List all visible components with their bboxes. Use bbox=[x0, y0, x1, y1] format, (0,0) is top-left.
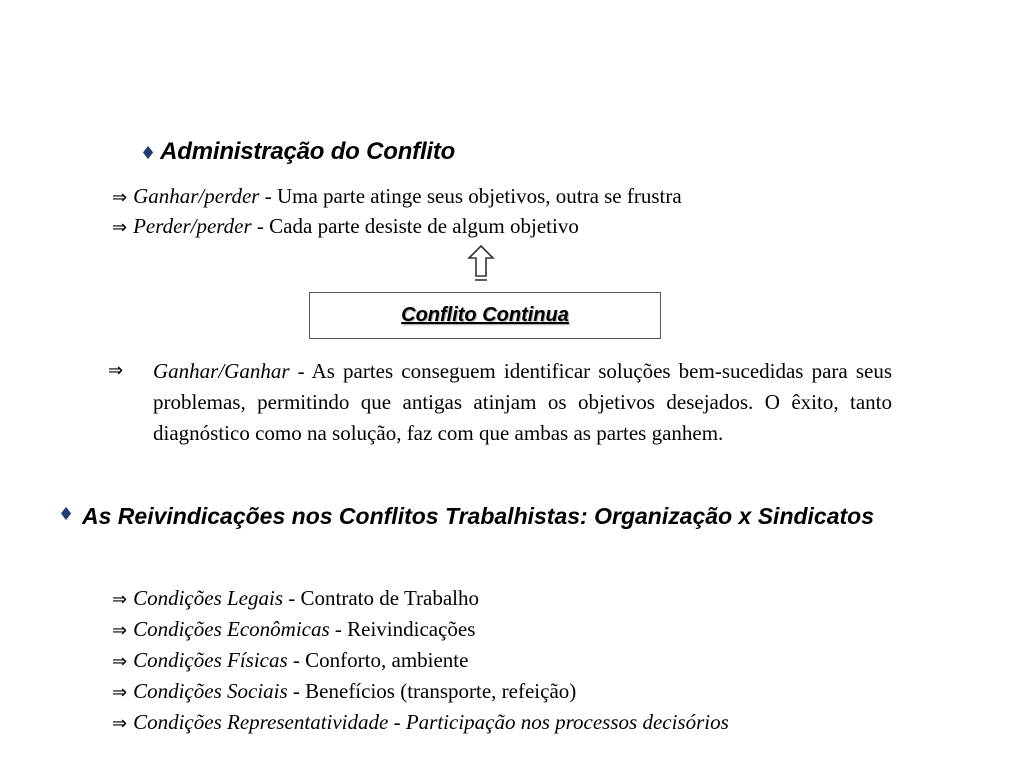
list-item bbox=[112, 214, 579, 239]
item-term: Ganhar/perder bbox=[133, 184, 260, 208]
item-description: - As partes conseguem identificar soluções bem-sucedidas para seus problemas, permitindo que antigas atinjam os objetivos desejados. O êxito, tanto diagnóstico como na solução, faz com que ambas as partes ganhem. bbox=[153, 359, 892, 445]
up-arrow-icon bbox=[466, 244, 496, 284]
diamond-bullet-icon: ♦ bbox=[58, 504, 75, 525]
section2-heading bbox=[58, 497, 894, 535]
item-description: - Reivindicações bbox=[329, 617, 476, 641]
implies-arrow-icon: ⇒ bbox=[112, 682, 128, 703]
list-item bbox=[112, 586, 729, 617]
win-win-paragraph bbox=[153, 356, 892, 449]
list-item bbox=[112, 679, 729, 710]
list-item bbox=[112, 617, 729, 648]
implies-arrow-icon: ⇒ bbox=[112, 651, 128, 672]
list-item bbox=[112, 648, 729, 679]
item-description: - Cada parte desiste de algum objetivo bbox=[251, 214, 579, 238]
implies-arrow-icon: ⇒ bbox=[112, 713, 128, 734]
item-term: Condições Econômicas bbox=[133, 617, 330, 641]
conditions-list bbox=[112, 586, 729, 741]
section2-title-text: As Reivindicações nos Conflitos Trabalhistas: Organização x Sindicatos bbox=[82, 503, 875, 529]
item-term: Perder/perder bbox=[133, 214, 252, 238]
implies-arrow-icon: ⇒ bbox=[112, 187, 128, 208]
list-item bbox=[112, 184, 682, 209]
section1-heading bbox=[140, 138, 455, 166]
item-term: Condições Representatividade - Participação nos processos decisórios bbox=[133, 710, 729, 734]
item-term: Condições Físicas bbox=[133, 648, 288, 672]
item-description: - Uma parte atinge seus objetivos, outra se frustra bbox=[259, 184, 682, 208]
implies-arrow-icon: ⇒ bbox=[112, 620, 128, 641]
section1-title: Administração do Conflito bbox=[160, 138, 456, 165]
item-term: Ganhar/Ganhar bbox=[153, 359, 290, 383]
implies-arrow-icon: ⇒ bbox=[108, 360, 124, 381]
item-description: - Contrato de Trabalho bbox=[283, 586, 479, 610]
item-term: Condições Sociais bbox=[133, 679, 288, 703]
win-win-item bbox=[108, 356, 892, 449]
item-description: - Conforto, ambiente bbox=[287, 648, 469, 672]
diamond-bullet-icon: ♦ bbox=[140, 143, 157, 164]
conflict-continues-box bbox=[309, 292, 661, 339]
implies-arrow-icon: ⇒ bbox=[112, 217, 128, 238]
item-description: - Benefícios (transporte, refeição) bbox=[287, 679, 577, 703]
implies-arrow-icon: ⇒ bbox=[112, 589, 128, 610]
item-term: Condições Legais bbox=[133, 586, 284, 610]
box-label: Conflito Continua bbox=[401, 304, 569, 326]
list-item bbox=[112, 710, 729, 741]
section2-title bbox=[58, 497, 894, 535]
